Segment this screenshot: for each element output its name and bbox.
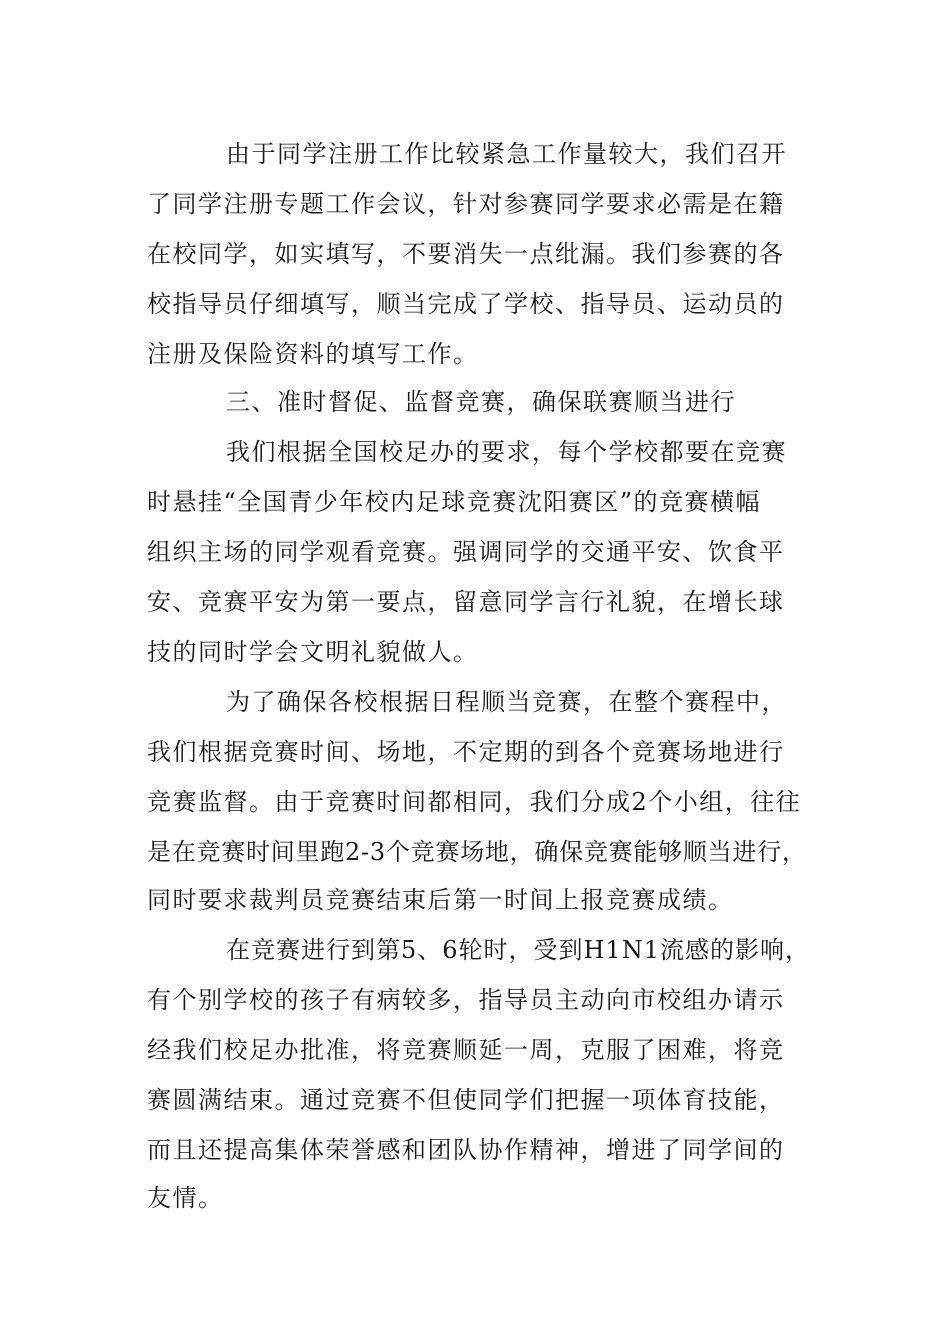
text-line: 由于同学注册工作比较紧急工作量较大，我们召开 (226, 140, 787, 168)
text-line: 注册及保险资料的填写工作。 (147, 340, 479, 368)
text-line: 是在竞赛时间里跑2-3个竞赛场地，确保竞赛能够顺当进行， (147, 838, 807, 866)
text-line: 同时要求裁判员竞赛结束后第一时间上报竞赛成绩。 (147, 886, 734, 914)
text-line: 了同学注册专题工作会议，针对参赛同学要求必需是在籍 (147, 190, 785, 218)
text-line: 而且还提高集体荣誉感和团队协作精神，增进了同学间的 (147, 1136, 785, 1164)
text-line: 技的同时学会文明礼貌做人。 (147, 638, 479, 666)
text-line: 经我们校足办批准，将竞赛顺延一周，克服了困难，将竞 (147, 1036, 785, 1064)
text-line: 安、竞赛平安为第一要点，留意同学言行礼貌，在增长球 (147, 588, 785, 616)
text-line: 赛圆满结束。通过竞赛不但使同学们把握一项体育技能， (147, 1086, 785, 1114)
text-line: 友情。 (147, 1184, 224, 1212)
text-line: 有个别学校的孩子有病较多，指导员主动向市校组办请示 (147, 986, 785, 1014)
text-line: 我们根据竞赛时间、场地，不定期的到各个竞赛场地进行 (147, 738, 785, 766)
text-line: 在校同学，如实填写，不要消失一点纰漏。我们参赛的各 (147, 240, 785, 268)
text-line: 为了确保各校根据日程顺当竞赛，在整个赛程中， (226, 688, 787, 716)
text-line: 我们根据全国校足办的要求，每个学校都要在竞赛 (226, 438, 787, 466)
text-line: 在竞赛进行到第5、6轮时，受到H1N1流感的影响， (226, 936, 811, 964)
text-line: 竞赛监督。由于竞赛时间都相同，我们分成2个小组，往往 (147, 788, 802, 816)
text-line: 校指导员仔细填写，顺当完成了学校、指导员、运动员的 (147, 290, 785, 318)
text-line: 时悬挂“全国青少年校内足球竞赛沈阳赛区”的竞赛横幅 (147, 488, 762, 516)
text-line: 组织主场的同学观看竞赛。强调同学的交通平安、饮食平 (147, 538, 785, 566)
section-heading: 三、准时督促、监督竞赛，确保联赛顺当进行 (226, 388, 736, 416)
